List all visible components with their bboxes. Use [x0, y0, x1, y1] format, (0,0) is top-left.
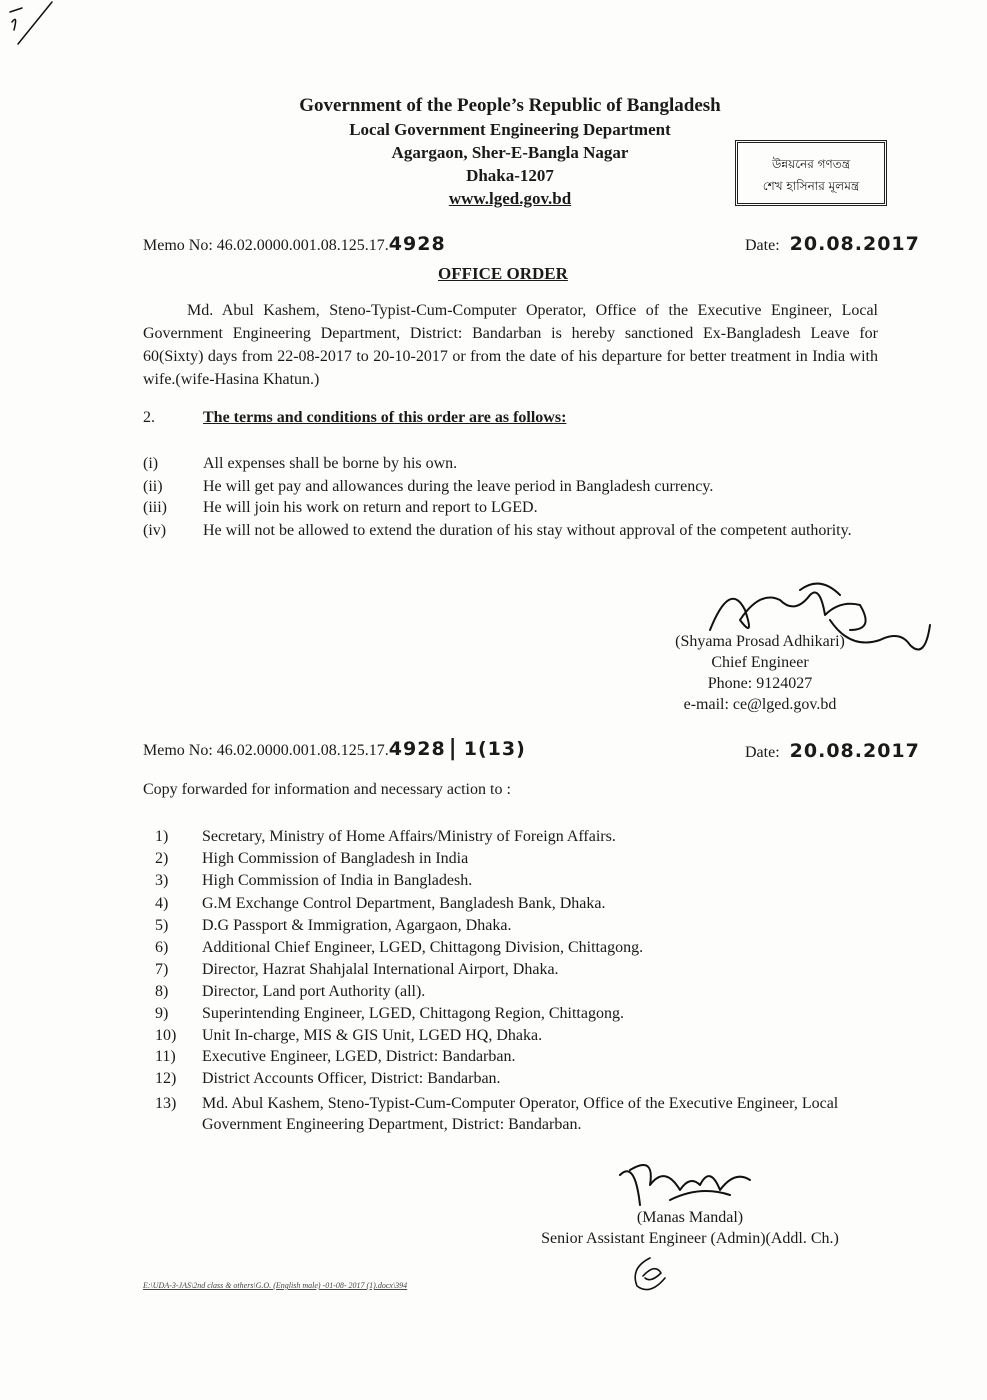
department-name: Local Government Engineering Department — [349, 120, 671, 139]
copy-item-text: High Commission of India in Bangladesh. — [202, 872, 473, 889]
senior-engineer-signature — [610, 1155, 770, 1215]
signatory-phone: Phone: 9124027 — [707, 675, 813, 692]
document-title: OFFICE ORDER — [438, 264, 568, 283]
term-text: He will not be allowed to extend the duration of his stay without approval of the competent authority. — [203, 522, 852, 539]
memo-prefix: Memo No: 46.02.0000.001.08.125.17. — [143, 237, 389, 254]
address-line: Agargaon, Sher-E-Bangla Nagar — [391, 143, 629, 162]
date-label: Date: — [745, 237, 780, 254]
signatory-name: (Shyama Prosad Adhikari) — [675, 633, 845, 650]
copy-item-number: 1) — [155, 828, 169, 845]
city-line: Dhaka-1207 — [466, 166, 554, 185]
copy-item-number: 6) — [155, 939, 169, 956]
term-text: All expenses shall be borne by his own. — [203, 455, 458, 472]
copy-item-text: Director, Land port Authority (all). — [202, 983, 426, 1000]
slogan-line-1: উন্নয়নের গণতন্ত্র — [771, 157, 851, 171]
slogan-line-2: শেখ হাসিনার মূলমন্ত্র — [762, 179, 860, 193]
copy-item-text: G.M Exchange Control Department, Bangladesh Bank, Dhaka. — [202, 895, 606, 912]
memo-date-2 — [745, 740, 920, 762]
body-paragraph: Md. Abul Kashem, Steno-Typist-Cum-Computer Operator, Office of the Executive Engineer, Local Government Engineering Department, District: Bandarban is hereby sanctioned Ex-Bangladesh Leave for 60(Sixty) days from 22-08-2017 to 20-10-2017 or from the date of his departure for better treatment in India with wife.(wife-Hasina Khatun.) — [143, 302, 878, 388]
signatory-block-2 — [470, 1207, 910, 1249]
copy-item-number: 4) — [155, 895, 169, 912]
memo-separator: | — [448, 736, 458, 761]
term-number: (iv) — [143, 522, 167, 539]
memo-number-1 — [143, 233, 446, 255]
signatory-name: (Manas Mandal) — [636, 1209, 744, 1226]
term-number: (ii) — [143, 478, 163, 495]
copy-item-number: 8) — [155, 983, 169, 1000]
copy-item-number: 7) — [155, 961, 169, 978]
date-handwritten: 20.08.2017 — [789, 233, 920, 255]
signatory-designation: Chief Engineer — [711, 654, 809, 671]
copy-item-number: 5) — [155, 917, 169, 934]
copy-item-number: 10) — [155, 1027, 177, 1044]
copy-item-text: D.G Passport & Immigration, Agargaon, Dhaka. — [202, 917, 512, 934]
copy-item-number: 13) — [155, 1095, 177, 1112]
signatory-email: e-mail: ce@lged.gov.bd — [683, 696, 837, 713]
copy-item-text: District Accounts Officer, District: Bandarban. — [202, 1070, 501, 1087]
memo-prefix: Memo No: 46.02.0000.001.08.125.17. — [143, 742, 389, 759]
copy-item-text: Executive Engineer, LGED, District: Bandarban. — [202, 1048, 516, 1065]
copy-item-text: Secretary, Ministry of Home Affairs/Ministry of Foreign Affairs. — [202, 828, 616, 845]
date-handwritten: 20.08.2017 — [789, 740, 920, 762]
terms-heading: The terms and conditions of this order are as follows: — [203, 409, 567, 426]
corner-handwritten-mark — [0, 0, 60, 50]
memo-suffix-handwritten: 1(13) — [463, 738, 526, 760]
government-title: Government of the People’s Republic of Bangladesh — [299, 95, 721, 116]
memo-number-handwritten: 4928 — [388, 233, 446, 255]
memo-date-1 — [745, 233, 920, 255]
copy-item-number: 2) — [155, 850, 169, 867]
signatory-designation: Senior Assistant Engineer (Admin)(Addl. Ch.) — [541, 1230, 839, 1247]
copy-item-number: 11) — [155, 1048, 176, 1065]
copy-item-text: Md. Abul Kashem, Steno-Typist-Cum-Computer Operator, Office of the Executive Engineer, Local Government Engineering Department, District: Bandarban. — [202, 1095, 839, 1133]
slogan-box — [735, 140, 887, 206]
copy-item-text: Additional Chief Engineer, LGED, Chittagong Division, Chittagong. — [202, 939, 644, 956]
memo-number-handwritten: 4928 — [388, 738, 446, 760]
copy-item-text: High Commission of Bangladesh in India — [202, 850, 469, 867]
copy-item-text: Superintending Engineer, LGED, Chittagong Region, Chittagong. — [202, 1005, 624, 1022]
copy-item-text: Unit In-charge, MIS & GIS Unit, LGED HQ, Dhaka. — [202, 1027, 543, 1044]
date-label: Date: — [745, 744, 780, 761]
memo-number-2 — [143, 736, 526, 761]
term-number: (iii) — [143, 499, 167, 516]
file-path-footer: E:\UDA-3-JAS\2nd class & others\G.O. (English male) -01-08- 2017 (1).docx\394 — [143, 1281, 408, 1290]
copy-item-number: 12) — [155, 1070, 177, 1087]
initial-mark — [625, 1248, 675, 1298]
copy-item-number: 9) — [155, 1005, 169, 1022]
term-text: He will get pay and allowances during the leave period in Bangladesh currency. — [203, 478, 714, 495]
term-text: He will join his work on return and report to LGED. — [203, 499, 538, 516]
term-number: (i) — [143, 455, 159, 472]
section-number: 2. — [143, 409, 155, 426]
website-link[interactable]: www.lged.gov.bd — [448, 189, 572, 208]
copy-forward-intro: Copy forwarded for information and necessary action to : — [143, 781, 511, 798]
copy-item-number: 3) — [155, 872, 169, 889]
copy-item-text: Director, Hazrat Shahjalal International Airport, Dhaka. — [202, 961, 559, 978]
signatory-block-1 — [640, 631, 880, 715]
